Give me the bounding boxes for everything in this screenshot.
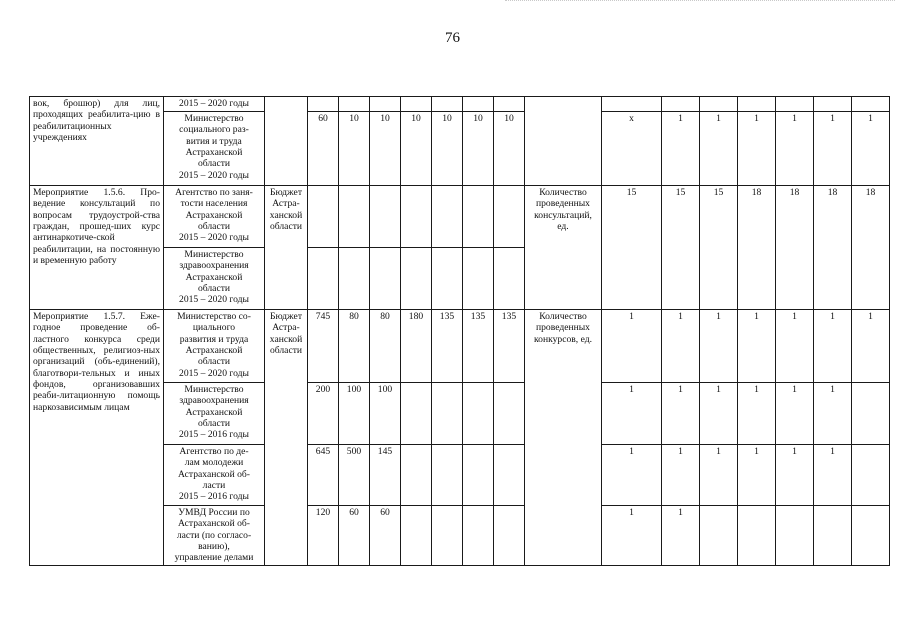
page-number: 76 [445, 30, 460, 46]
indicator-name: Количество проведенных консультаций, ед. [525, 186, 602, 310]
indicator-value: 1 [776, 445, 814, 506]
funding-year: 10 [370, 112, 401, 186]
funding-year: 60 [370, 506, 401, 566]
indicator-value: 1 [662, 310, 700, 383]
indicator-value: 15 [662, 186, 700, 310]
funding-total: 645 [308, 445, 339, 506]
program-table [29, 96, 890, 566]
activity-description: Мероприятие 1.5.6. Про-ведение консультаций по вопросам трудоустрой-ства граждан, прошед-ших курс антинаркотиче-ской реабилитации, на постоянную и временную работу [30, 186, 164, 310]
indicator-value: 1 [738, 445, 776, 506]
indicator-value: 1 [738, 310, 776, 383]
executor-cell: Агентство по де- лам молодежи Астраханской об- ласти 2015 – 2016 годы [164, 445, 265, 506]
indicator-value: 1 [662, 383, 700, 445]
executor-cell: УМВД России по Астраханской об- ласти (по согласо- ванию), управление делами [164, 506, 265, 566]
table-row [30, 186, 890, 248]
funding-year: 10 [463, 112, 494, 186]
funding-year: 10 [494, 112, 525, 186]
indicator-value: 1 [602, 310, 662, 383]
indicator-value: 1 [662, 112, 700, 186]
funding-year: 145 [370, 445, 401, 506]
indicator-value: 1 [776, 310, 814, 383]
indicator-value: 1 [602, 506, 662, 566]
indicator-value: 1 [814, 310, 852, 383]
indicator-value: 15 [602, 186, 662, 310]
funding-year: 10 [401, 112, 432, 186]
funding-total: 120 [308, 506, 339, 566]
funding-year: 180 [401, 310, 432, 383]
funding-total: 745 [308, 310, 339, 383]
funding-year: 100 [370, 383, 401, 445]
indicator-value: 1 [700, 383, 738, 445]
indicator-value: 18 [776, 186, 814, 310]
executor-cell: Министерство здравоохранения Астраханской области 2015 – 2016 годы [164, 383, 265, 445]
funding-year: 135 [432, 310, 463, 383]
indicator-value: 1 [852, 310, 890, 383]
funding-total: 200 [308, 383, 339, 445]
funding-year: 100 [339, 383, 370, 445]
executor-cell: Министерство со- циального развития и труда Астраханской области 2015 – 2020 годы [164, 310, 265, 383]
funding-year: 10 [339, 112, 370, 186]
funding-year: 80 [370, 310, 401, 383]
funding-source: Бюджет Астра- ханской области [265, 310, 308, 566]
funding-year: 60 [339, 506, 370, 566]
indicator-value: 1 [852, 112, 890, 186]
indicator-name-cell [525, 97, 602, 186]
funding-year: 80 [339, 310, 370, 383]
funding-year: 135 [463, 310, 494, 383]
indicator-value: х [602, 112, 662, 186]
indicator-value: 18 [814, 186, 852, 310]
indicator-value: 1 [700, 112, 738, 186]
indicator-value: 1 [602, 383, 662, 445]
executor-period: 2015 – 2020 годы [164, 97, 265, 112]
funding-source: Бюджет Астра- ханской области [265, 186, 308, 310]
indicator-value: 1 [662, 445, 700, 506]
indicator-value: 18 [852, 186, 890, 310]
funding-year: 135 [494, 310, 525, 383]
funding-year: 10 [432, 112, 463, 186]
indicator-value: 1 [662, 506, 700, 566]
indicator-value: 1 [776, 383, 814, 445]
indicator-value: 1 [776, 112, 814, 186]
executor-cell: Министерство здравоохранения Астраханской области 2015 – 2020 годы [164, 248, 265, 310]
indicator-value: 1 [700, 310, 738, 383]
indicator-value: 1 [814, 112, 852, 186]
top-dotted-line [505, 0, 895, 2]
executor-cell: Агентство по заня- тости населения Астраханской области 2015 – 2020 годы [164, 186, 265, 248]
indicator-value: 1 [738, 112, 776, 186]
indicator-value: 1 [814, 383, 852, 445]
indicator-value: 18 [738, 186, 776, 310]
indicator-value: 1 [700, 445, 738, 506]
table-row [30, 97, 890, 112]
funding-source-cell [265, 97, 308, 186]
indicator-value: 15 [700, 186, 738, 310]
indicator-name: Количество проведенных конкурсов, ед. [525, 310, 602, 566]
activity-description: вок, брошюр) для лиц, проходящих реабилита-цию в реабилитационных учреждениях [30, 97, 164, 186]
indicator-value: 1 [738, 383, 776, 445]
funding-total: 60 [308, 112, 339, 186]
indicator-value: 1 [814, 445, 852, 506]
table-row [30, 310, 890, 383]
funding-year: 500 [339, 445, 370, 506]
indicator-value: 1 [602, 445, 662, 506]
executor-cell: Министерство социального раз- вития и труда Астраханской области 2015 – 2020 годы [164, 112, 265, 186]
activity-description: Мероприятие 1.5.7. Еже-годное проведение об-ластного конкурса среди общественных, религиоз-ных организаций (объ-единений), благотвори-тельных и иных фондов, организовавших реаби-литационную помощь наркозависимым лицам [30, 310, 164, 566]
